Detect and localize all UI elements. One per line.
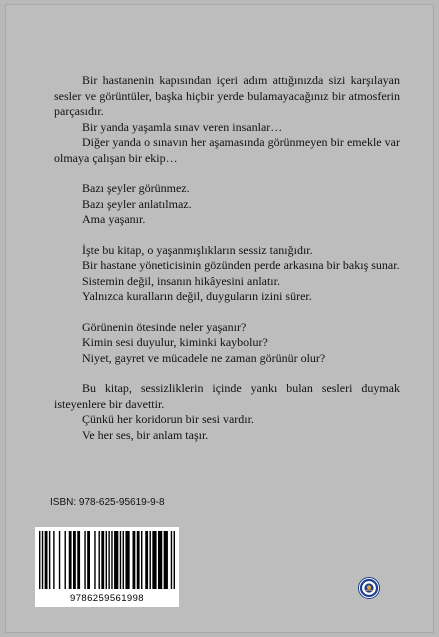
barcode-bar xyxy=(87,531,90,589)
barcode-bar xyxy=(171,531,172,589)
isbn-label: ISBN: 978-625-95619-9-8 xyxy=(50,497,165,508)
blurb-line: Bir hastane yöneticisinin gözünden perde arkasına bir bakış sunar. xyxy=(82,258,400,272)
blurb-paragraph: Bir hastanenin kapısından içeri adım attığınızda sizi karşılayan sesler ve görüntüler, başka hiçbir yerde bulamayacağınız bir atmosferin parçasıdır. xyxy=(54,73,400,118)
barcode-bar xyxy=(106,531,107,589)
blurb-line: Ve her ses, bir anlam taşır. xyxy=(82,427,209,442)
blurb-line: İşte bu kitap, o yaşanmışlıkların sessiz tanığıdır. xyxy=(82,242,313,257)
barcode-bar xyxy=(69,531,72,589)
blurb-line: Sistemin değil, insanın hikâyesini anlatır. xyxy=(82,273,280,288)
barcode-bar xyxy=(114,531,118,589)
barcode-bar xyxy=(49,531,50,589)
barcode-bar xyxy=(158,531,162,589)
barcode-bar xyxy=(123,531,124,589)
barcode-bar xyxy=(120,531,121,589)
barcode-bar xyxy=(108,531,109,589)
blurb-line: Ama yaşanır. xyxy=(82,212,146,226)
barcode-bars xyxy=(39,531,175,589)
barcode-bar xyxy=(145,531,148,589)
blurb-paragraph: Diğer yanda o sınavın her aşamasında görünmeyen bir emekle var olmaya çalışan bir ekip… xyxy=(54,135,400,165)
blurb-line: Çünkü her koridorun bir sesi vardır. xyxy=(82,412,254,426)
barcode-bar xyxy=(45,531,48,589)
barcode-bar xyxy=(137,531,140,589)
barcode-bar xyxy=(164,531,168,589)
barcode-bar xyxy=(141,531,142,589)
blurb-line: Yalnızca kuralların değil, duyguların izini sürer. xyxy=(82,289,312,303)
blurb-text xyxy=(54,73,400,443)
blurb-line: Bazı şeyler anlatılmaz. xyxy=(82,196,192,211)
blurb-line: Bazı şeyler görünmez. xyxy=(82,181,190,195)
barcode-bar xyxy=(53,531,54,589)
blurb-line: Kimin sesi duyulur, kiminki kaybolur? xyxy=(82,335,268,349)
barcode-bar xyxy=(39,531,40,589)
barcode-number: 9786259561998 xyxy=(70,593,144,604)
blurb-line: Görünenin ötesinde neler yaşanır? xyxy=(82,319,247,334)
back-cover xyxy=(5,4,434,633)
blurb-paragraph: Bir yanda yaşamla sınav veren insanlar… xyxy=(82,119,283,134)
barcode-bar xyxy=(73,531,76,589)
blurb-line: Niyet, gayret ve mücadele ne zaman görünür olur? xyxy=(82,350,326,365)
barcode-bar xyxy=(133,531,136,589)
publisher-seal-icon xyxy=(358,577,380,599)
blurb-paragraph: Bu kitap, sessizliklerin içinde yankı bulan sesleri duymak isteyenlere bir davettir. xyxy=(54,381,400,411)
barcode-bar xyxy=(42,531,43,589)
barcode-bar xyxy=(77,531,80,589)
barcode-bar xyxy=(84,531,85,589)
barcode-bar xyxy=(59,531,60,589)
barcode-bar xyxy=(125,531,129,589)
barcode-bar xyxy=(111,531,112,589)
barcode-bar xyxy=(65,531,66,589)
barcode-bar xyxy=(99,531,100,589)
barcode xyxy=(35,527,179,607)
barcode-bar xyxy=(152,531,156,589)
barcode-bar xyxy=(101,531,104,589)
barcode-bar xyxy=(174,531,175,589)
barcode-bar xyxy=(150,531,151,589)
barcode-bar xyxy=(94,531,95,589)
